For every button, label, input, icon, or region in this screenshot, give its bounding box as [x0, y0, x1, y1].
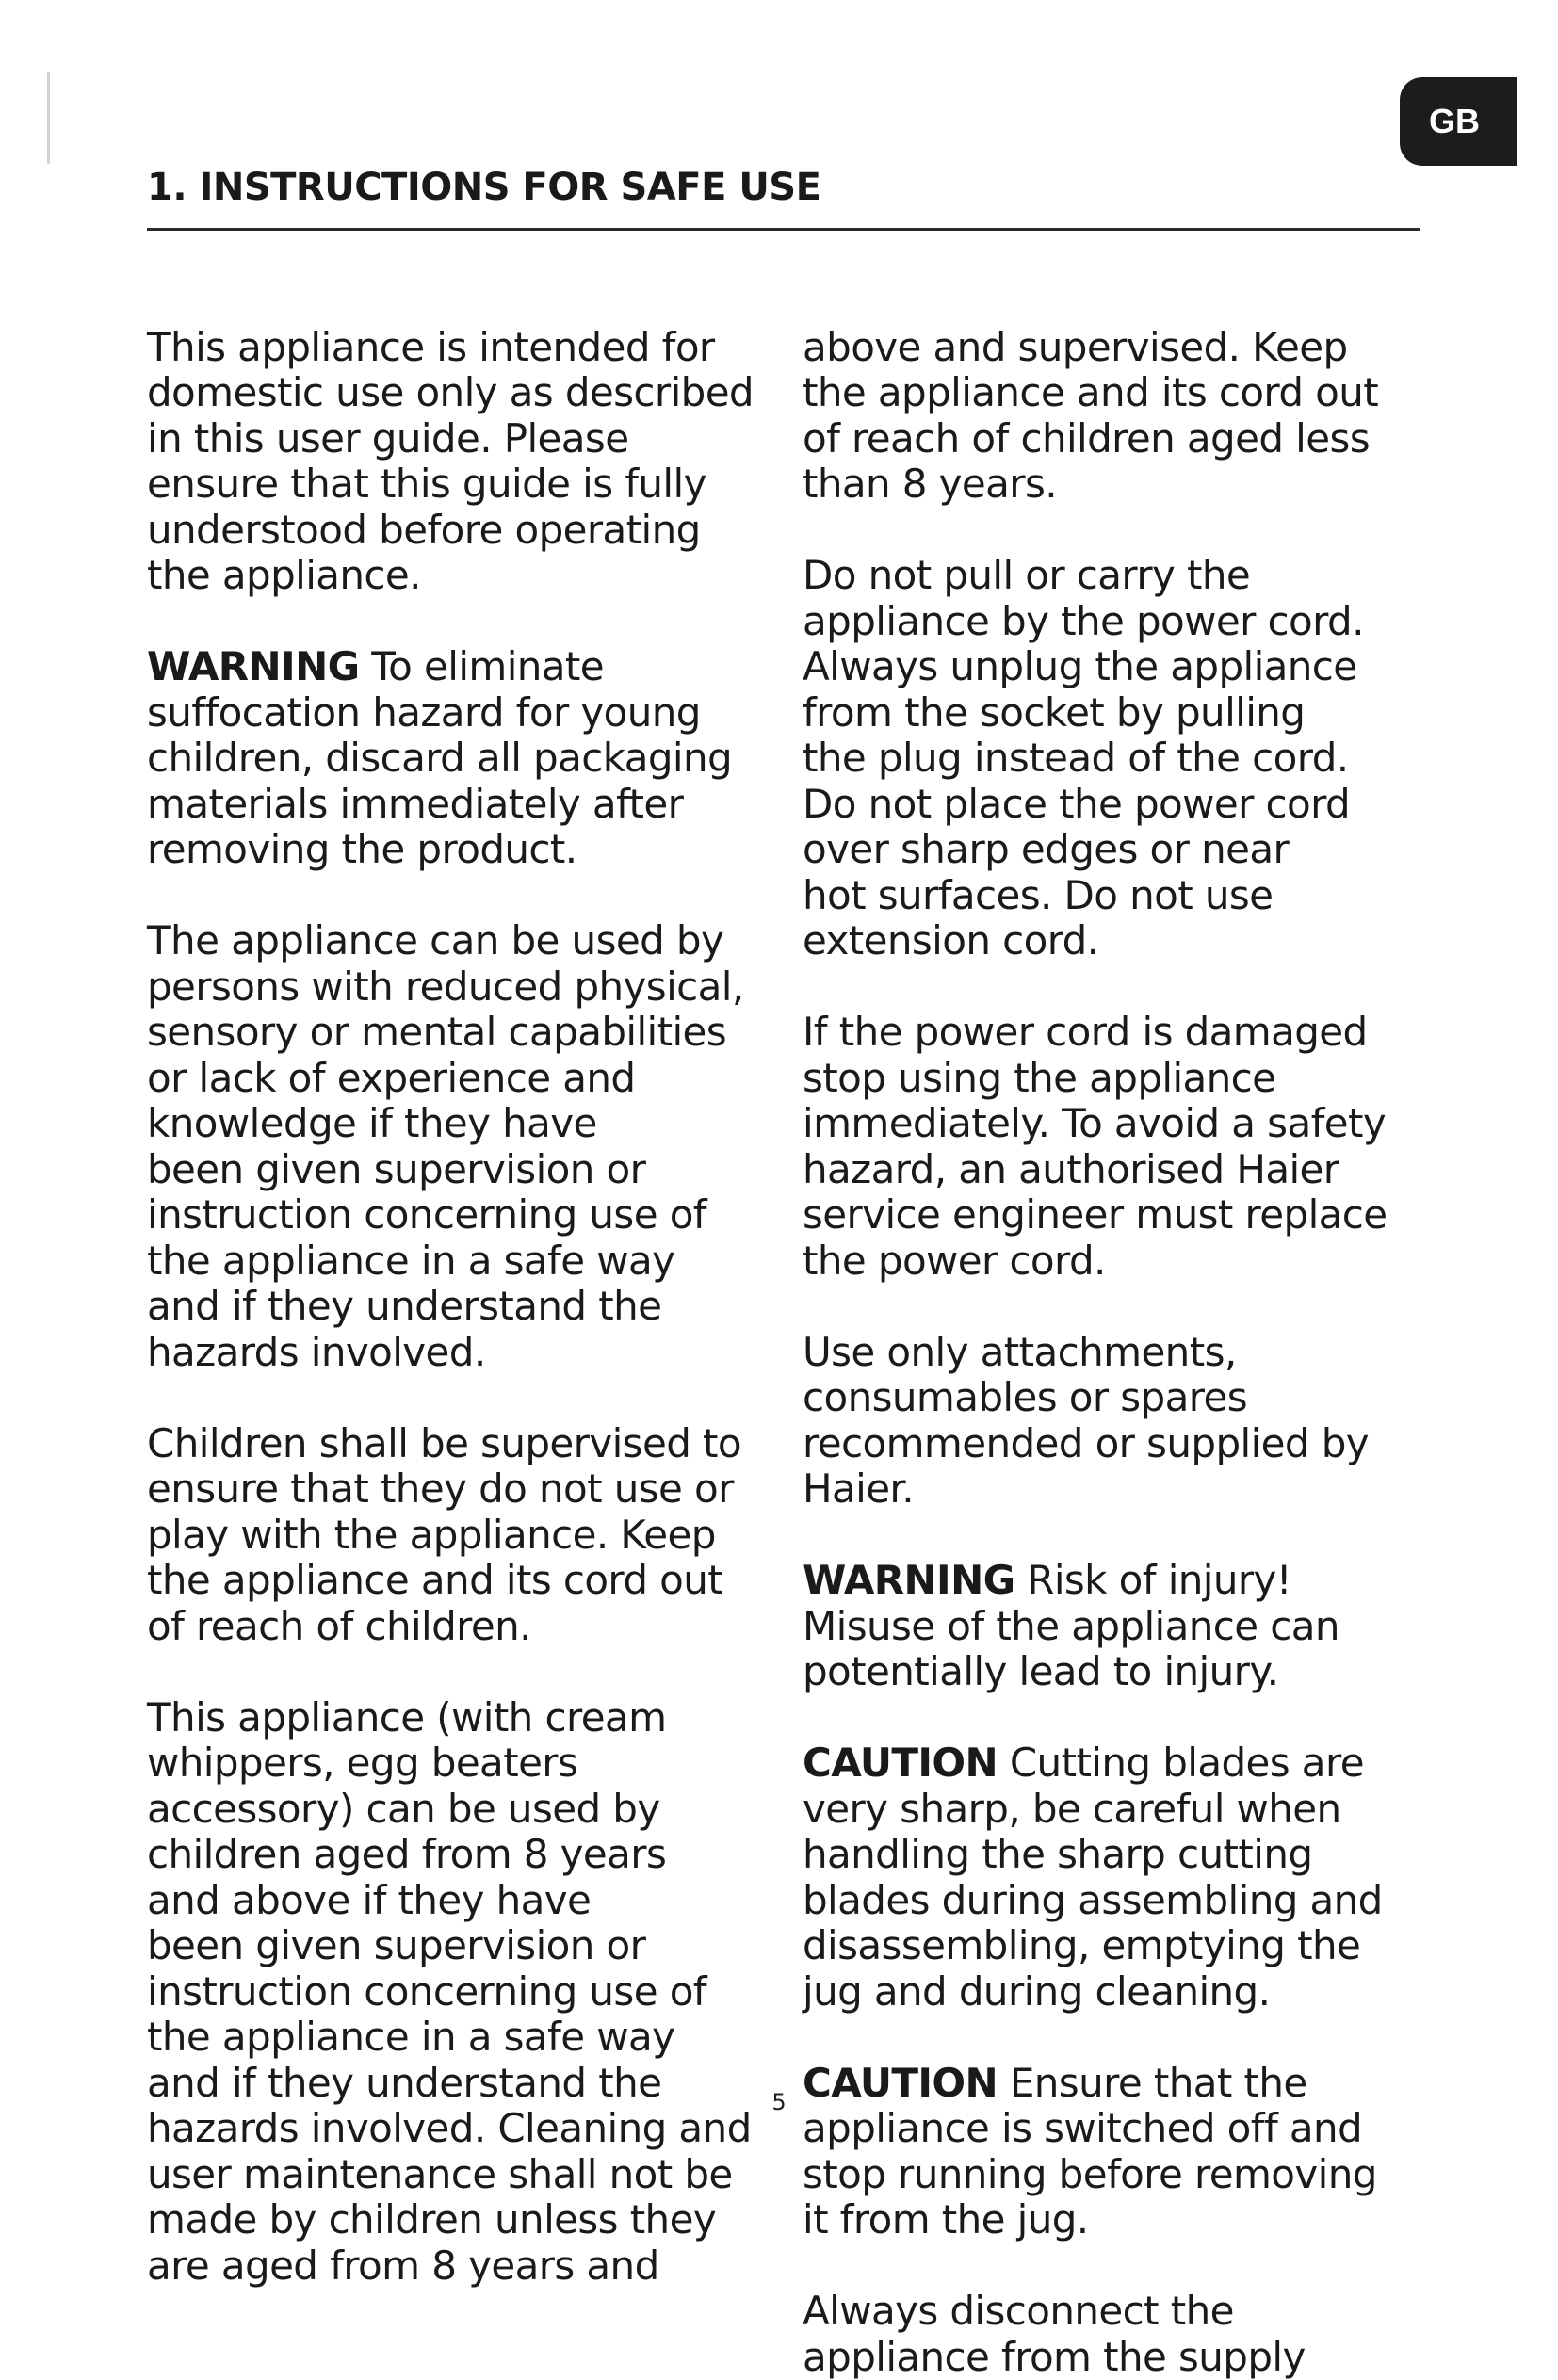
paragraph-text: Cutting blades are very sharp, be careful when handling the sharp cutting blades during assembling and disassembling, emptying the jug and during cleaning. — [803, 1740, 1383, 2015]
paragraph-attachments — [803, 1284, 1443, 1513]
paragraph-children-use — [147, 1649, 787, 2289]
language-tab-label: GB — [1429, 102, 1480, 141]
title-divider — [147, 228, 1420, 231]
paragraph-injury-warning — [803, 1513, 1443, 1695]
paragraph-text: This appliance is intended for domestic use only as described in this user guide. Please ensure that this guide is fully understood before operating the appliance. — [147, 324, 754, 599]
paragraph-text: This appliance (with cream whippers, egg beaters accessory) can be used by children aged from 8 years and above if they have been given supervision or instruction concerning use of the appliance in a safe way and if they understand the hazards involved. Cleaning and user maintenance shall not be made by children unless they are aged from 8 years and — [147, 1694, 752, 2289]
paragraph-text: Risk of injury! Misuse of the appliance can potentially lead to injury. — [803, 1557, 1339, 1694]
margin-mark — [47, 72, 50, 164]
paragraph-text: Children shall be supervised to ensure that they do not use or play with the appliance. Keep the appliance and its cord out of reach of children. — [147, 1420, 741, 1649]
paragraph-disconnect — [803, 2243, 1443, 2380]
language-tab — [1400, 77, 1517, 166]
paragraph-reduced-capabilities — [147, 873, 787, 1376]
paragraph-text: To eliminate suffocation hazard for young children, discard all packaging materials immediately after removing the product. — [147, 643, 732, 872]
paragraph-switch-off-caution — [803, 2015, 1443, 2243]
left-column — [147, 279, 787, 2289]
paragraph-intended-use — [147, 279, 787, 599]
paragraph-text: Do not pull or carry the appliance by the power cord. Always unplug the appliance from the socket by pulling the plug instead of the cord. Do not place the power cord over sharp edges or near hot surfaces. Do not use extension cord. — [803, 552, 1364, 963]
paragraph-text: Use only attachments, consumables or spares recommended or supplied by Haier. — [803, 1329, 1369, 1513]
paragraph-text: above and supervised. Keep the appliance and its cord out of reach of children aged less than 8 years. — [803, 324, 1378, 508]
paragraph-children-supervision — [147, 1375, 787, 1649]
page-number: 5 — [0, 2089, 1558, 2115]
caution-label: CAUTION — [803, 1740, 998, 1786]
paragraph-text: Always disconnect the appliance from the supply — [803, 2288, 1306, 2380]
paragraph-text: The appliance can be used by persons with reduced physical, sensory or mental capabilities or lack of experience and knowledge if they have been given supervision or instruction concerning use of the appliance in a safe way and if they understand the hazards involved. — [147, 917, 744, 1375]
paragraph-text: Ensure that the appliance is switched off and stop running before removing it from the jug. — [803, 2060, 1377, 2243]
right-column — [803, 279, 1443, 2380]
paragraph-text: If the power cord is damaged stop using the appliance immediately. To avoid a safety hazard, an authorised Haier service engineer must replace the power cord. — [803, 1009, 1388, 1284]
paragraph-power-cord-handling — [803, 508, 1443, 964]
paragraph-blades-caution — [803, 1695, 1443, 2016]
caution-label: CAUTION — [803, 2060, 998, 2106]
paragraph-children-continued — [803, 279, 1443, 508]
warning-label: WARNING — [803, 1557, 1015, 1603]
paragraph-damaged-cord — [803, 964, 1443, 1285]
section-title: 1. INSTRUCTIONS FOR SAFE USE — [147, 166, 820, 209]
warning-label: WARNING — [147, 643, 360, 689]
paragraph-suffocation-warning — [147, 599, 787, 873]
